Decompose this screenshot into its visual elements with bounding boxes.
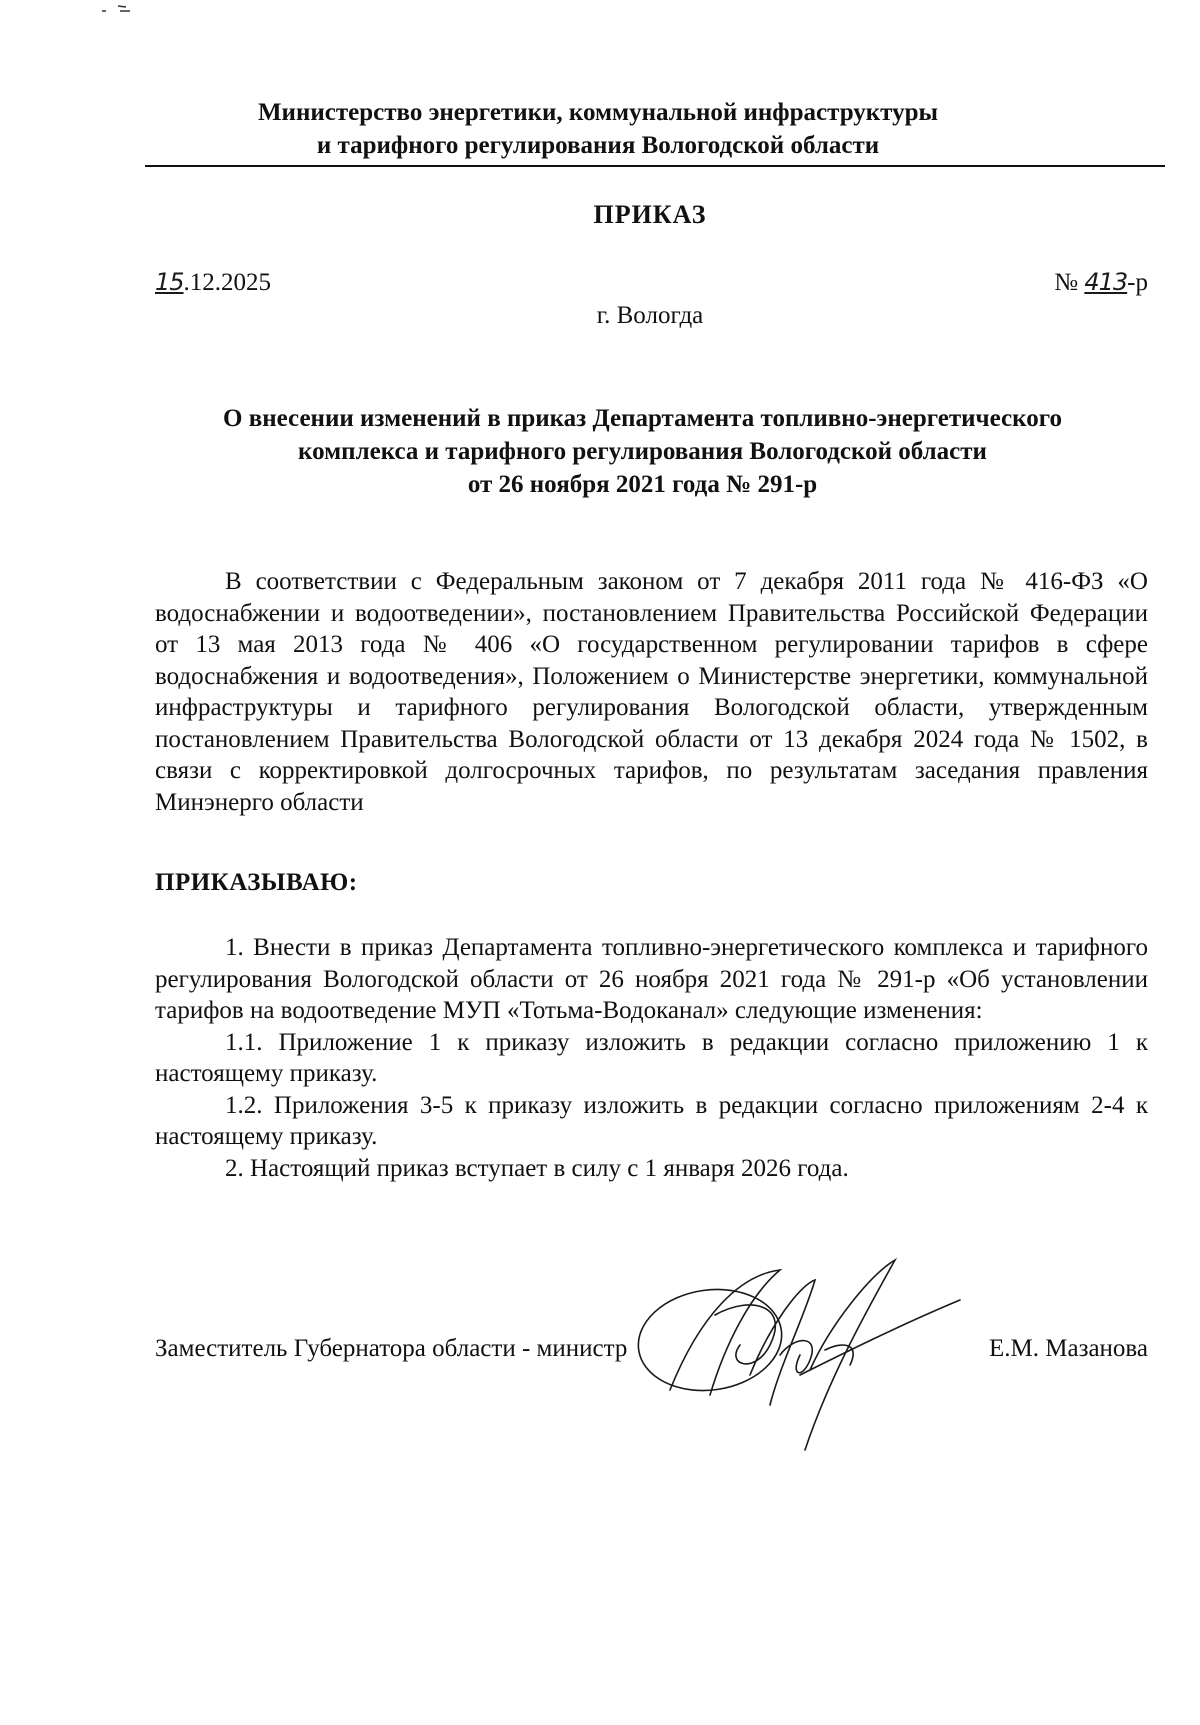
order-number [1054, 268, 1148, 297]
order-items [155, 932, 1148, 1184]
preamble-paragraph: В соответствии с Федеральным законом от 7 декабря 2011 года № 416-ФЗ «О водоснабжении и водоотведении», постановлением Правительства Российской Федерации от 13 мая 2013 года № 406 «О государственном регулировании тарифов в сфере водоснабжения и водоотведения», Положением о Министерстве энергетики, коммунальной инфраструктуры и тарифного регулирования Вологодской области, утвержденным постановлением Правительства Вологодской области от 13 декабря 2024 года № 1502, в связи с корректировкой долгосрочных тарифов, по результатам заседания правления Минэнерго области [155, 568, 1148, 816]
handwritten-signature [630, 1255, 990, 1455]
header-divider [145, 165, 1165, 167]
handwritten-day: 15 [155, 268, 184, 296]
scan-artifact-marks [100, 2, 140, 16]
decree-heading: ПРИКАЗЫВАЮ: [155, 869, 358, 896]
signatory-name: Е.М. Мазанова [989, 1335, 1148, 1362]
ministry-header-line-2: и тарифного регулирования Вологодской области [316, 132, 880, 159]
order-item-1-1: 1.1. Приложение 1 к приказу изложить в редакции согласно приложению 1 к настоящему приказу. [155, 1028, 1148, 1087]
order-subject [150, 402, 1135, 501]
subject-line-2: комплекса и тарифного регулирования Вологодской области [298, 438, 987, 465]
handwritten-number: 413 [1084, 268, 1128, 296]
number-suffix: -р [1127, 269, 1148, 296]
issue-city: г. Вологда [596, 302, 704, 329]
order-item-2: 2. Настоящий приказ вступает в силу с 1 января 2026 года. [225, 1154, 849, 1182]
number-prefix: № [1054, 269, 1085, 296]
order-date [155, 268, 271, 297]
order-item-1-2: 1.2. Приложения 3-5 к приказу изложить в редакции согласно приложениям 2-4 к настоящему приказу. [155, 1091, 1148, 1150]
ministry-header [150, 96, 1046, 162]
subject-line-1: О внесении изменений в приказ Департамента топливно-энергетического [223, 405, 1062, 432]
order-item-1: 1. Внести в приказ Департамента топливно-энергетического комплекса и тарифного регулирования Вологодской области от 26 ноября 2021 года № 291-р «Об установлении тарифов на водоотведение МУП «Тотьма-Водоканал» следующие изменения: [155, 934, 1148, 1024]
date-printed: .12.2025 [183, 269, 272, 296]
subject-line-3: от 26 ноября 2021 года № 291-р [467, 471, 818, 498]
signatory-position: Заместитель Губернатора области - министр [155, 1335, 628, 1362]
ministry-header-line-1: Министерство энергетики, коммунальной инфраструктуры [257, 99, 939, 126]
document-title: ПРИКАЗ [593, 200, 707, 229]
